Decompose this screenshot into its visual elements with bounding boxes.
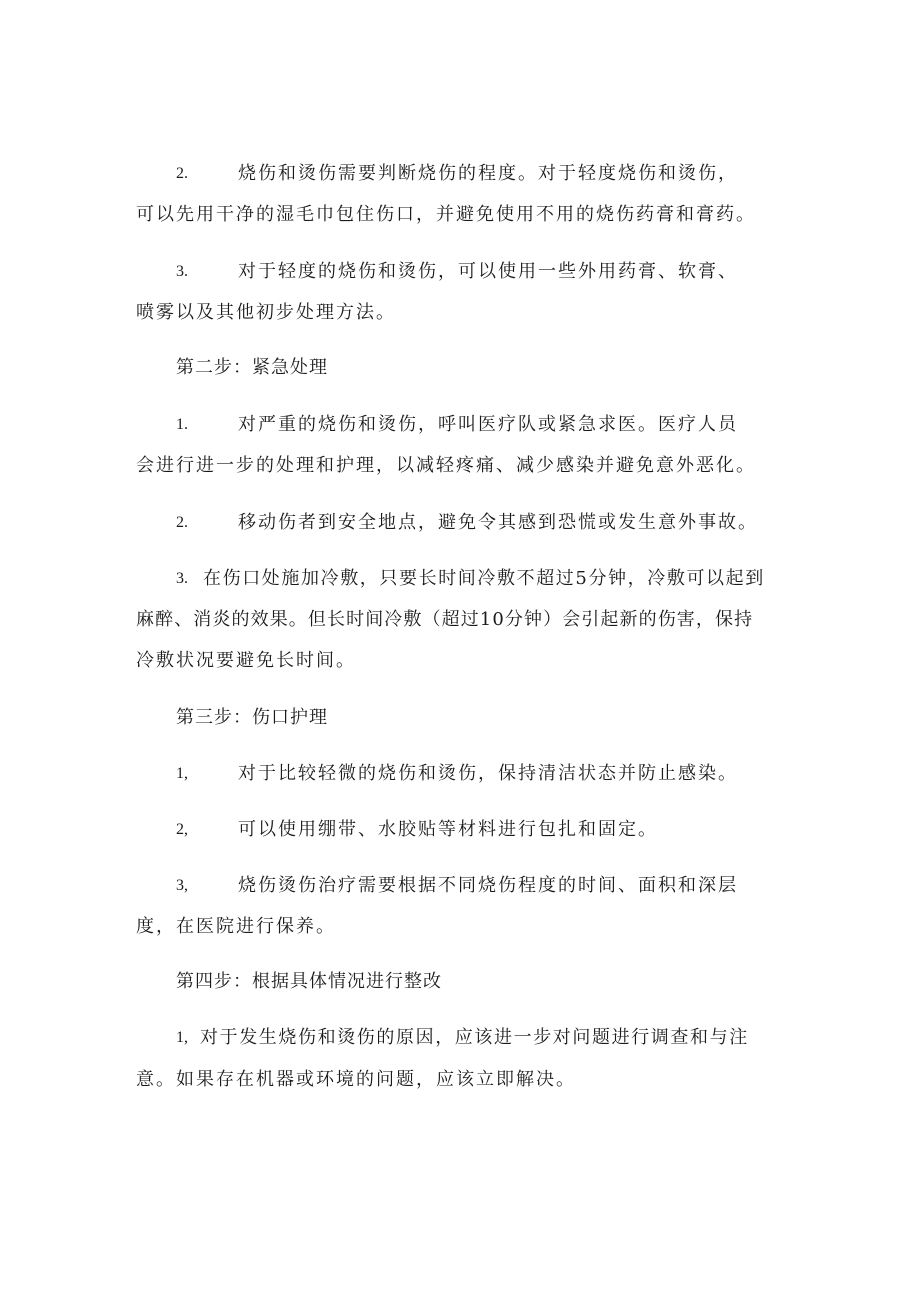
item-number: 1. <box>176 416 188 433</box>
paragraph-line: 移动伤者到安全地点，避免令其感到恐慌或发生意外事故。 <box>238 512 758 533</box>
section-heading: 第三步：伤口护理 <box>176 707 328 728</box>
paragraph-line: 对于比较轻微的烧伤和烫伤，保持清洁状态并防止感染。 <box>238 763 738 784</box>
item-number: 1, <box>176 1029 188 1046</box>
paragraph-line: 烧伤和烫伤需要判断烧伤的程度。对于轻度烧伤和烫伤， <box>238 163 738 184</box>
paragraph-line: 可以使用绷带、水胶贴等材料进行包扎和固定。 <box>238 819 658 840</box>
paragraph-line: 喷雾以及其他初步处理方法。 <box>136 302 396 323</box>
paragraph-line: 会进行进一步的处理和护理，以减轻疼痛、减少感染并避免意外恶化。 <box>136 455 756 476</box>
item-number: 3. <box>176 570 188 587</box>
item-number: 2. <box>176 514 188 531</box>
paragraph-line: 对于发生烧伤和烫伤的原因，应该进一步对问题进行调查和与注 <box>200 1027 749 1048</box>
paragraph-line: 麻醉、消炎的效果。但长时间冷敷（超过10分钟）会引起新的伤害，保持 <box>136 609 754 630</box>
paragraph-line: 意。如果存在机器或环境的问题，应该立即解决。 <box>136 1069 576 1090</box>
section-heading: 第二步：紧急处理 <box>176 357 328 378</box>
paragraph-line: 冷敷状况要避免长时间。 <box>136 650 356 671</box>
item-number: 2, <box>176 821 188 838</box>
paragraph-line: 可以先用干净的湿毛巾包住伤口，并避免使用不用的烧伤药膏和膏药。 <box>136 204 756 225</box>
paragraph-line: 对严重的烧伤和烫伤，呼叫医疗队或紧急求医。医疗人员 <box>238 414 738 435</box>
paragraph-line: 度，在医院进行保养。 <box>136 916 336 937</box>
paragraph-line: 对于轻度的烧伤和烫伤，可以使用一些外用药膏、软膏、 <box>238 261 738 282</box>
paragraph-line: 在伤口处施加冷敷，只要长时间冷敷不超过5分钟，冷敷可以起到 <box>203 568 765 589</box>
item-number: 3, <box>176 877 188 894</box>
item-number: 3. <box>176 263 188 280</box>
paragraph-line: 烧伤烫伤治疗需要根据不同烧伤程度的时间、面积和深层 <box>238 875 738 896</box>
section-heading: 第四步：根据具体情况进行整改 <box>176 971 442 992</box>
item-number: 2. <box>176 165 188 182</box>
item-number: 1, <box>176 765 188 782</box>
